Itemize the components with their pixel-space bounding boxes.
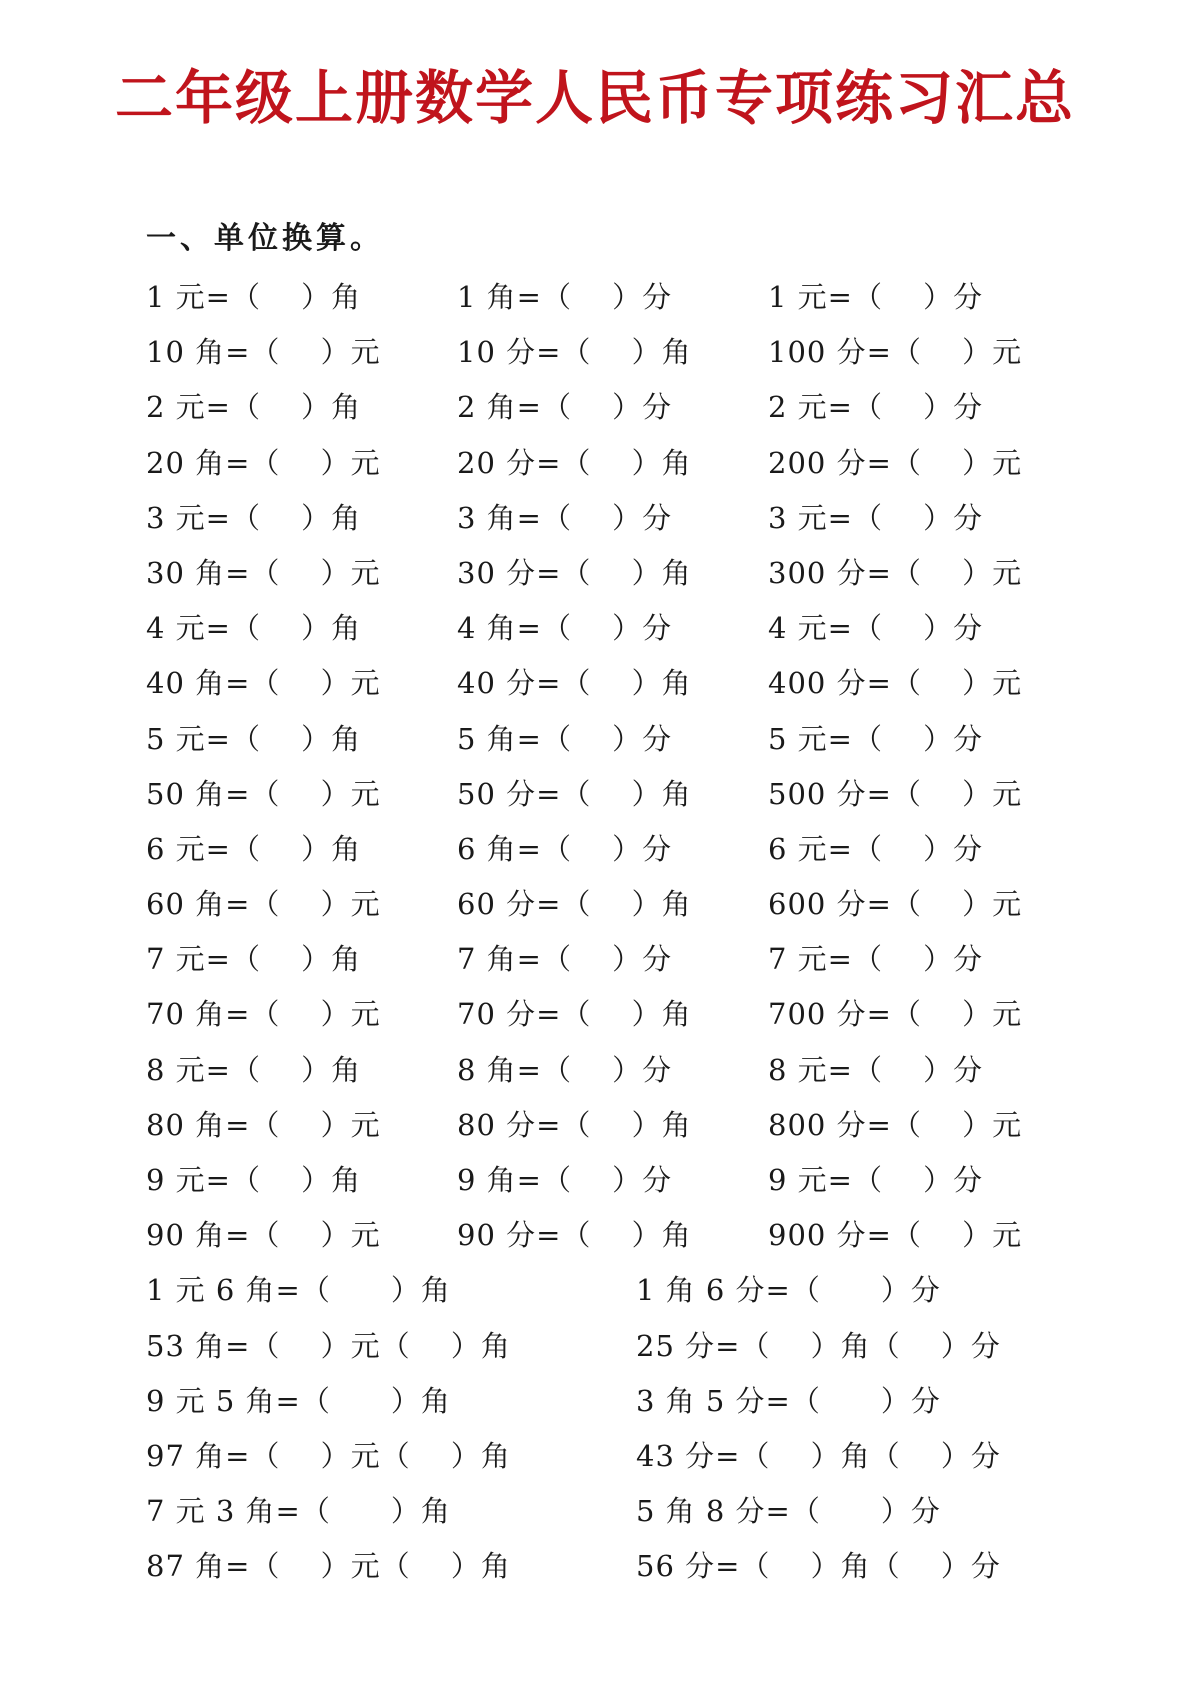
exercise-item: 7 元=（ ）分 xyxy=(768,942,984,977)
exercise-item: 800 分=（ ）元 xyxy=(768,1107,1023,1142)
exercise-item: 3 元=（ ）分 xyxy=(768,500,984,535)
exercise-item: 30 角=（ ）元 xyxy=(146,555,381,590)
exercise-item: 3 元=（ ）角 xyxy=(146,500,362,535)
exercise-item: 50 角=（ ）元 xyxy=(146,776,381,811)
exercise-item: 7 角=（ ）分 xyxy=(457,942,673,977)
exercise-item: 8 元=（ ）分 xyxy=(768,1052,984,1087)
exercise-item: 70 角=（ ）元 xyxy=(146,997,381,1032)
exercise-item: 60 角=（ ）元 xyxy=(146,887,381,922)
exercise-item: 8 元=（ ）角 xyxy=(146,1052,362,1087)
exercise-item: 30 分=（ ）角 xyxy=(457,555,692,590)
exercise-item: 5 元=（ ）角 xyxy=(146,721,362,756)
exercise-item: 2 元=（ ）角 xyxy=(146,390,362,425)
exercise-item: 5 角=（ ）分 xyxy=(457,721,673,756)
exercise-item: 200 分=（ ）元 xyxy=(768,445,1023,480)
exercise-item: 90 分=（ ）角 xyxy=(457,1218,692,1253)
exercise-item: 7 元 3 角=（ ）角 xyxy=(146,1494,451,1529)
exercise-item: 90 角=（ ）元 xyxy=(146,1218,381,1253)
exercise-item: 2 元=（ ）分 xyxy=(768,390,984,425)
exercise-item: 80 角=（ ）元 xyxy=(146,1107,381,1142)
exercise-item: 500 分=（ ）元 xyxy=(768,776,1023,811)
exercise-item: 6 元=（ ）角 xyxy=(146,831,362,866)
exercise-item: 2 角=（ ）分 xyxy=(457,390,673,425)
exercise-item: 3 角 5 分=（ ）分 xyxy=(636,1383,941,1418)
exercise-item: 87 角=（ ）元（ ）角 xyxy=(146,1549,511,1584)
exercise-item: 9 元 5 角=（ ）角 xyxy=(146,1383,451,1418)
exercise-item: 97 角=（ ）元（ ）角 xyxy=(146,1438,511,1473)
exercise-item: 60 分=（ ）角 xyxy=(457,887,692,922)
exercise-item: 20 角=（ ）元 xyxy=(146,445,381,480)
exercise-item: 1 角 6 分=（ ）分 xyxy=(636,1273,941,1308)
exercise-item: 6 元=（ ）分 xyxy=(768,831,984,866)
section-heading: 一、单位换算。 xyxy=(146,221,384,256)
exercise-item: 1 元=（ ）分 xyxy=(768,280,984,314)
exercise-item: 8 角=（ ）分 xyxy=(457,1052,673,1087)
exercise-item: 400 分=（ ）元 xyxy=(768,666,1023,701)
page-title: 二年级上册数学人民币专项练习汇总 xyxy=(114,64,1075,132)
exercise-item: 1 角=（ ）分 xyxy=(457,280,673,314)
exercise-item: 9 元=（ ）分 xyxy=(768,1163,984,1197)
exercise-item: 43 分=（ ）角（ ）分 xyxy=(636,1438,1001,1473)
exercise-item: 1 元=（ ）角 xyxy=(146,280,362,314)
exercise-item: 50 分=（ ）角 xyxy=(457,776,692,811)
exercise-item: 7 元=（ ）角 xyxy=(146,942,362,977)
exercise-item: 600 分=（ ）元 xyxy=(768,887,1023,922)
exercise-item: 56 分=（ ）角（ ）分 xyxy=(636,1549,1001,1584)
exercise-item: 5 角 8 分=（ ）分 xyxy=(636,1494,941,1529)
exercise-item: 80 分=（ ）角 xyxy=(457,1107,692,1142)
exercise-item: 6 角=（ ）分 xyxy=(457,831,673,866)
exercise-item: 100 分=（ ）元 xyxy=(768,335,1023,370)
exercise-item: 9 元=（ ）角 xyxy=(146,1163,362,1197)
exercise-item: 4 角=（ ）分 xyxy=(457,611,673,646)
exercise-item: 53 角=（ ）元（ ）角 xyxy=(146,1328,511,1363)
exercise-item: 5 元=（ ）分 xyxy=(768,721,984,756)
exercise-item: 25 分=（ ）角（ ）分 xyxy=(636,1328,1001,1363)
exercise-item: 4 元=（ ）分 xyxy=(768,611,984,646)
exercise-item: 4 元=（ ）角 xyxy=(146,611,362,646)
exercise-item: 3 角=（ ）分 xyxy=(457,500,673,535)
exercise-item: 9 角=（ ）分 xyxy=(457,1163,673,1197)
exercise-item: 40 分=（ ）角 xyxy=(457,666,692,701)
exercise-item: 300 分=（ ）元 xyxy=(768,555,1023,590)
exercise-item: 40 角=（ ）元 xyxy=(146,666,381,701)
exercise-item: 900 分=（ ）元 xyxy=(768,1218,1023,1253)
exercise-item: 1 元 6 角=（ ）角 xyxy=(146,1273,451,1308)
exercise-item: 10 分=（ ）角 xyxy=(457,335,692,370)
exercise-item: 700 分=（ ）元 xyxy=(768,997,1023,1032)
exercise-item: 10 角=（ ）元 xyxy=(146,335,381,370)
exercise-item: 20 分=（ ）角 xyxy=(457,445,692,480)
exercise-item: 70 分=（ ）角 xyxy=(457,997,692,1032)
